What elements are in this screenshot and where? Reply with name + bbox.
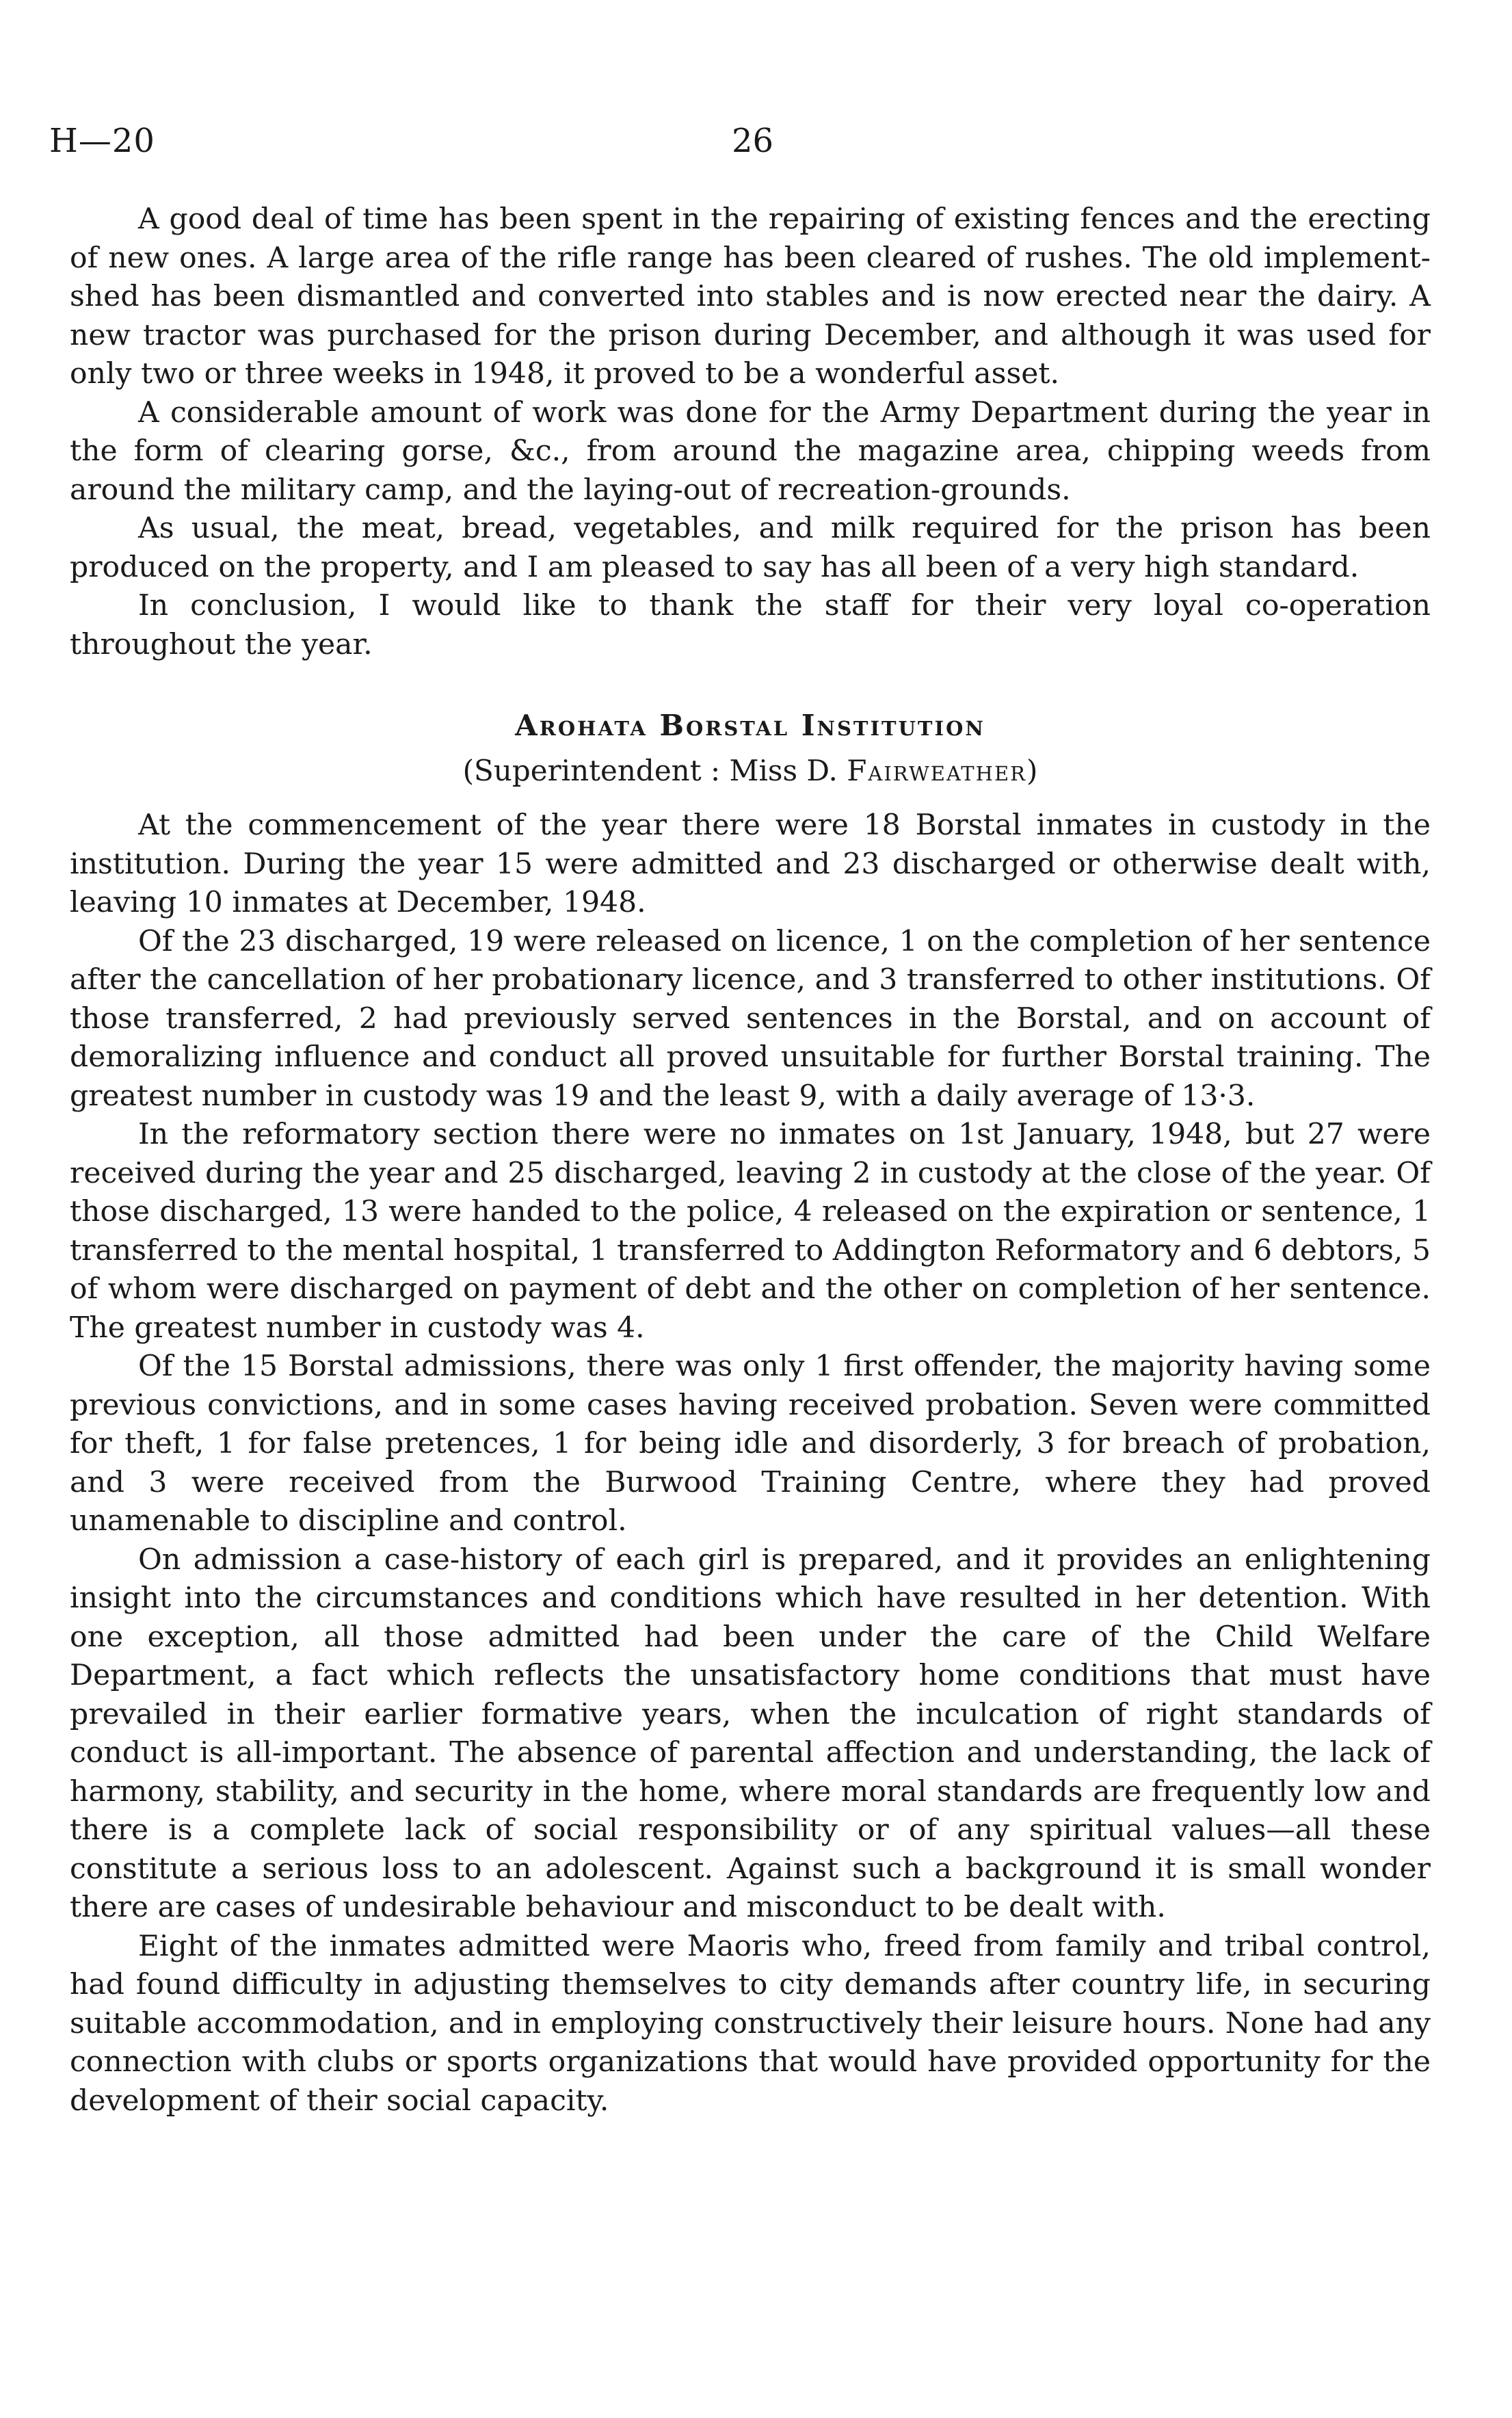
paragraph: On admission a case-history of each girl is prepared, and it provides an enlightening insight into the circumstances and conditions which have resulted in her detention. With one exception, all those admitted had been under the care of the Child Welfare Department, a fact which reflects the unsatisfactory home conditions that must have prevailed in their earlier formative years, when the inculcation of right standards of conduct is all-important. The absence of parental affection and understanding, the lack of harmony, stability, and security in the home, where moral standards are frequently low and there is a complete lack of social responsibility or of any spiritual values—all these constitute a serious loss to an adolescent. Against such a background it is small wonder there are cases of undesirable behaviour and misconduct to be dealt with. [70, 1542, 1431, 1924]
paragraph: Of the 15 Borstal admissions, there was only 1 first offender, the majority having some previous convictions, and in some cases having received probation. Seven were committed for theft, 1 for false pretences, 1 for being idle and disorderly, 3 for breach of probation, and 3 were received from the Burwood Training Centre, where they had proved unamenable to discipline and control. [70, 1350, 1431, 1538]
paragraph: In the reformatory section there were no inmates on 1st January, 1948, but 27 were received during the year and 25 discharged, leaving 2 in custody at the close of the year. Of those discharged, 13 were handed to the police, 4 released on the expiration or sentence, 1 transferred to the mental hospital, 1 transferred to Addington Reformatory and 6 debtors, 5 of whom were discharged on payment of debt and the other on completion of her sentence. The greatest number in custody was 4. [70, 1118, 1431, 1345]
superintendent-name: Fairweather [847, 754, 1026, 787]
superintendent-line [70, 752, 1431, 806]
paragraph: In conclusion, I would like to thank the staff for their very loyal co-operation throughout the year. [70, 589, 1431, 661]
report-code: H—20 [49, 122, 155, 160]
paragraph: A considerable amount of work was done for the Army Department during the year in the form of clearing gorse, &c., from around the magazine area, chipping weeds from around the military camp, and the laying-out of recreation-grounds. [70, 395, 1431, 507]
paragraph: At the commencement of the year there were 18 Borstal inmates in custody in the institution. During the year 15 were admitted and 23 discharged or otherwise dealt with, leaving 10 inmates at December, 1948. [70, 809, 1431, 919]
paragraph: As usual, the meat, bread, vegetables, and milk required for the prison has been produced on the property, and I am pleased to say has all been of a very high standard. [70, 512, 1431, 584]
page-number: 26 [732, 122, 774, 160]
body-text [70, 200, 1431, 2120]
superintendent-suffix: ) [1026, 754, 1038, 787]
superintendent-prefix: (Superintendent : Miss D. [462, 754, 847, 787]
paragraph: A good deal of time has been spent in the repairing of existing fences and the erecting of new ones. A large area of the rifle range has been cleared of rushes. The old implement-shed has been dismantled and converted into stables and is now erected near the dairy. A new tractor was purchased for the prison during December, and although it was used for only two or three weeks in 1948, it proved to be a wonderful asset. [70, 202, 1431, 391]
page-header [49, 122, 1417, 170]
paragraph: Eight of the inmates admitted were Maoris who, freed from family and tribal control, had found difficulty in adjusting themselves to city demands after country life, in securing suitable accommodation, and in employing constructively their leisure hours. None had any connection with clubs or sports organizations that would have provided opportunity for the development of their social capacity. [70, 1929, 1431, 2118]
section-title: Arohata Borstal Institution [515, 709, 985, 742]
paragraph: Of the 23 discharged, 19 were released on licence, 1 on the completion of her sentence after the cancellation of her probationary licence, and 3 transferred to other institutions. Of those transferred, 2 had previously served sentences in the Borstal, and on account of demoralizing influence and conduct all proved unsuitable for further Borstal training. The greatest number in custody was 19 and the least 9, with a daily average of 13·3. [70, 924, 1431, 1113]
